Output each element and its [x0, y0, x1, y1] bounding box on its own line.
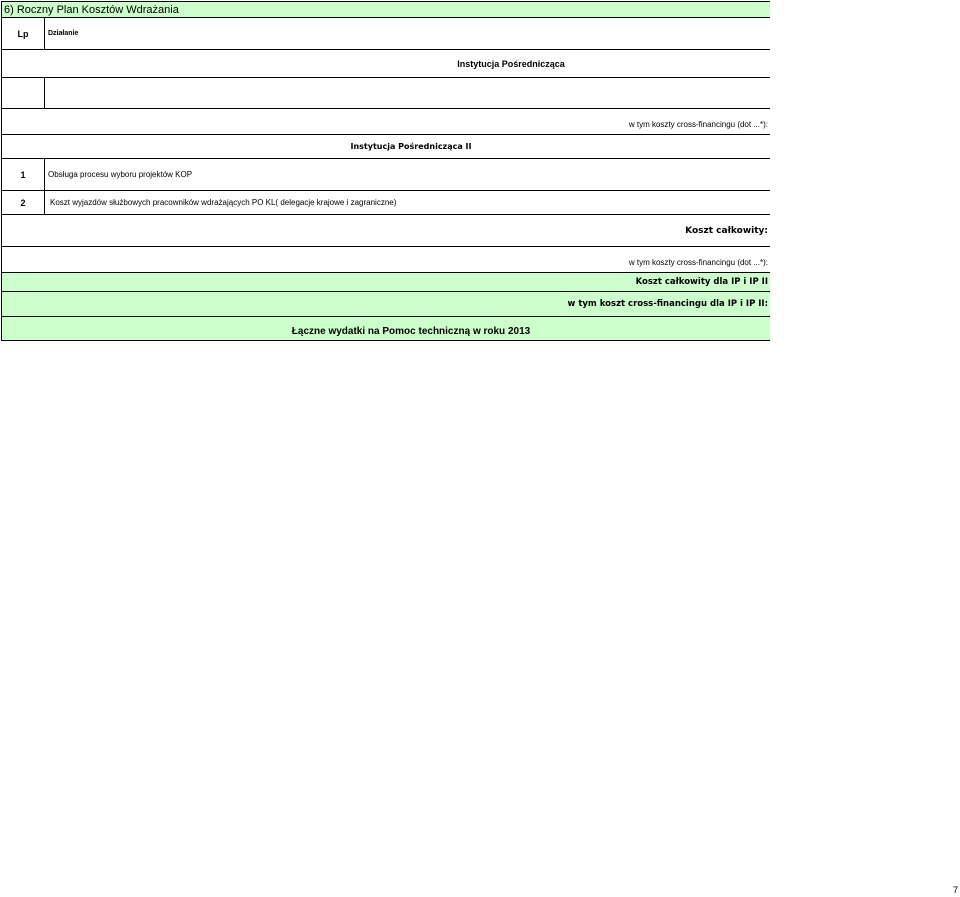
total-cost-label: Koszt całkowity: — [685, 225, 768, 236]
sheet-title: 6) Roczny Plan Kosztów Wdrażania — [4, 3, 179, 16]
sheet-title-row — [1, 1, 770, 18]
table-row — [1, 159, 770, 191]
ip-title: Instytucja Pośrednicząca — [457, 58, 565, 69]
cross-financing-ip-label: w tym koszty cross-financingu (dot ...*): — [628, 120, 768, 129]
grand-total-label: Łączne wydatki na Pomoc techniczną w roku 2013 — [291, 326, 531, 337]
ip-title-row — [1, 50, 770, 78]
row-text: Koszt wyjazdów służbowych pracowników wdrażających PO KL( delegacje krajowe i zagraniczne) — [50, 198, 397, 207]
empty-lp-cell — [2, 78, 45, 108]
cross-financing-total-row — [1, 292, 770, 317]
page-number: 7 — [952, 885, 958, 895]
cross-financing-ip2-row — [1, 247, 770, 273]
cross-financing-total-label: w tym koszt cross-financingu dla IP i IP II: — [567, 299, 768, 309]
ip2-title: Instytucja Pośrednicząca II — [350, 142, 472, 151]
table-row — [1, 191, 770, 215]
row-lp: 2 — [2, 191, 45, 214]
cross-financing-ip2-label: w tym koszty cross-financingu (dot ...*): — [628, 258, 768, 267]
grand-total-row — [1, 317, 770, 341]
row-lp: 1 — [2, 159, 45, 190]
row-text: Obsługa procesu wyboru projektów KOP — [48, 170, 193, 179]
cross-financing-ip-row — [1, 109, 770, 135]
ip2-title-row — [1, 135, 770, 159]
header-row — [1, 18, 770, 50]
total-cost-ip-ip2-label: Koszt całkowity dla IP i IP II — [635, 277, 768, 287]
total-cost-row — [1, 215, 770, 247]
empty-row — [1, 78, 770, 109]
total-cost-ip-ip2-row — [1, 273, 770, 292]
action-header: Działanie — [48, 30, 79, 37]
lp-header: Lp — [2, 18, 45, 49]
